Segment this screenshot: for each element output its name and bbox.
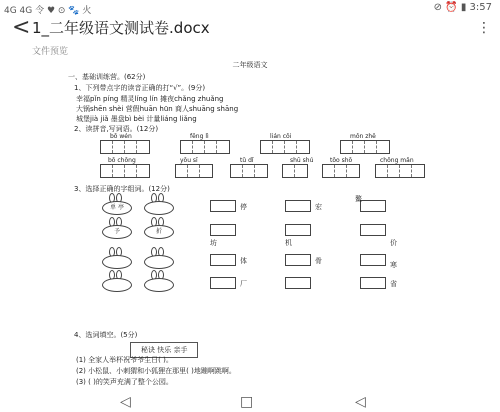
q3-char: 停 <box>240 203 247 211</box>
q1-row-2: 大锅shēn shèi 营假huān hūn 商人shuāng shāng <box>76 105 239 113</box>
writing-grid[interactable] <box>230 164 268 178</box>
q2-pinyin: bō wén <box>110 133 132 140</box>
question-2: 2、读拼音,写词语。(12分) <box>74 125 159 133</box>
doc-heading: 二年级语文 <box>232 61 268 69</box>
answer-box[interactable] <box>285 200 311 212</box>
section-1: 一、基础训练营。(62分) <box>68 73 146 81</box>
q1-row-1: 幸福pǐn píng 精灵líng lín 摊夜chǎng zhuǎng <box>76 95 224 103</box>
document-title: 1_二年级语文测试卷.docx <box>32 19 210 37</box>
answer-box[interactable] <box>360 224 386 236</box>
q2-pinyin: tōo shō <box>330 157 353 164</box>
writing-grid[interactable] <box>100 164 150 178</box>
q4-item-2: (2) 小松鼠、小刺猬和小狐狸在那里( )地蹦啊跳啊。 <box>76 367 236 375</box>
q3-char: 坊 <box>210 239 217 247</box>
answer-box[interactable] <box>360 254 386 266</box>
writing-grid[interactable] <box>180 140 230 154</box>
answer-box[interactable] <box>285 224 311 236</box>
answer-box[interactable] <box>360 277 386 289</box>
more-menu-icon[interactable]: ⋮ <box>477 20 490 36</box>
q3-char: 宏 <box>315 203 322 211</box>
system-nav-bar <box>0 392 500 412</box>
q2-pinyin: chōng mǎn <box>380 157 414 164</box>
answer-box[interactable] <box>210 277 236 289</box>
writing-grid[interactable] <box>340 140 390 154</box>
writing-grid[interactable] <box>375 164 425 178</box>
rabbit-icon: 予 <box>100 217 134 239</box>
status-bar <box>0 0 500 16</box>
answer-box[interactable] <box>210 224 236 236</box>
back-arrow-icon[interactable]: < <box>12 15 31 40</box>
q2-pinyin: mǒn zhě <box>350 133 376 140</box>
q3-char: 厂 <box>240 280 247 288</box>
answer-box[interactable] <box>360 200 386 212</box>
q4-item-1: (1) 全家人举杯祝爷爷生日( )。 <box>76 356 173 364</box>
writing-grid[interactable] <box>175 164 213 178</box>
question-1: 1、下列带点字的读音正确的打“√”。(9分) <box>74 84 206 92</box>
rabbit-icon <box>100 270 134 292</box>
q3-char: 骨 <box>315 257 322 265</box>
nav-back-icon[interactable]: ◁ <box>120 394 131 410</box>
nav-recent-icon[interactable]: ◁ <box>355 394 366 410</box>
q2-pinyin: lián cōi <box>270 133 292 140</box>
word-bank: 秘诀 快乐 亲手 <box>130 342 198 358</box>
q2-pinyin: tǔ dǐ <box>240 157 254 164</box>
answer-box[interactable] <box>210 200 236 212</box>
rabbit-icon <box>142 270 176 292</box>
rabbit-icon <box>142 247 176 269</box>
q3-char: 鳌 <box>355 195 362 203</box>
q3-char: 价 <box>390 239 397 247</box>
q4-item-3: (3) ( )的笑声充满了整个公园。 <box>76 378 173 386</box>
document-subtitle: 文件预览 <box>32 47 69 57</box>
nav-home-icon[interactable]: □ <box>240 394 254 410</box>
title-bar <box>0 15 500 57</box>
q1-row-3: 城堡jià jiǎ 墨盘bì bèi 计量liáng liǎng <box>76 115 197 123</box>
answer-box[interactable] <box>285 254 311 266</box>
rabbit-icon <box>142 193 176 215</box>
question-3: 3、选择正确的字组词。(12分) <box>74 185 170 193</box>
question-4: 4、选词填空。(5分) <box>74 331 138 339</box>
status-icons-left: 4G 4G 令 ♥ ⊙ 🐾 火 <box>4 6 92 16</box>
writing-grid[interactable] <box>260 140 310 154</box>
writing-grid[interactable] <box>322 164 360 178</box>
rabbit-icon: 单 亭 <box>100 193 134 215</box>
q3-char: 机 <box>285 239 292 247</box>
answer-box[interactable] <box>210 254 236 266</box>
q3-char: 体 <box>240 257 247 265</box>
q2-pinyin: fēng lì <box>190 133 209 140</box>
writing-grid[interactable] <box>100 140 150 154</box>
status-icons-right: ⊘ ⏰ ▮ 3:57 <box>433 2 492 13</box>
document-preview[interactable] <box>60 50 440 390</box>
q3-char: 省 <box>390 280 397 288</box>
q3-char: 寒 <box>390 261 397 269</box>
q2-pinyin: shū shú <box>290 157 314 164</box>
rabbit-icon: 折 <box>142 217 176 239</box>
answer-box[interactable] <box>285 277 311 289</box>
rabbit-icon <box>100 247 134 269</box>
writing-grid[interactable] <box>282 164 308 178</box>
q2-pinyin: yōu sī <box>180 157 198 164</box>
q2-pinyin: bō chōng <box>108 157 136 164</box>
